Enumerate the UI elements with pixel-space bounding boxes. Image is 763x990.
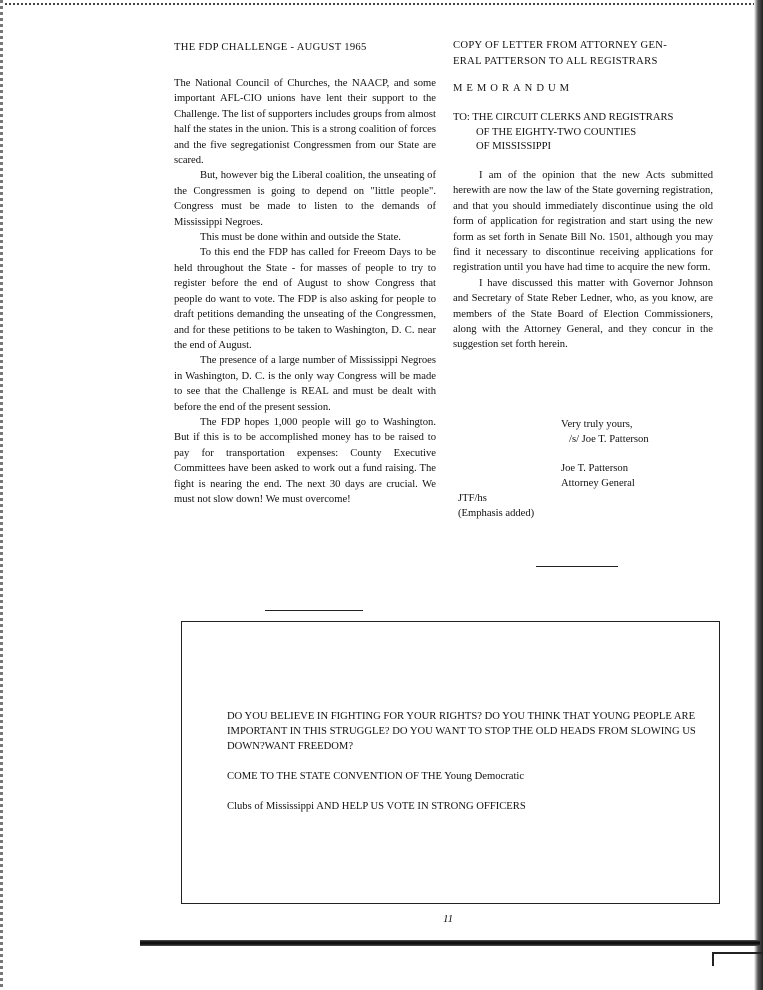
- emphasis-note: (Emphasis added): [458, 507, 535, 519]
- letter-heading-line: ERAL PATTERSON TO ALL REGISTRARS: [453, 55, 658, 67]
- left-scan-edge: [0, 0, 3, 990]
- notice-clubs: Clubs of Mississippi AND HELP US VOTE IN STRONG OFFICERS: [227, 801, 526, 812]
- letter-closing: [561, 418, 649, 448]
- memo-title: MEMORANDUM: [453, 83, 574, 94]
- column-end-rule: [265, 610, 363, 611]
- closing-text: Very truly yours,: [561, 419, 633, 430]
- top-scan-border: [0, 3, 763, 5]
- bottom-scan-corner: [712, 952, 763, 966]
- letter-end-rule: [536, 566, 618, 567]
- signer-title: Attorney General: [561, 477, 635, 489]
- article-paragraph: The National Council of Churches, the NAACP, and some important AFL-CIO unions have lent their support to the Challenge. The list of supporters includes groups from almost half the states in the union. This is a strong coalition of forces and the five segregationist Congressmen from our State are scared.: [174, 78, 436, 167]
- letter-body: [453, 168, 713, 353]
- signer-block: [561, 462, 635, 492]
- page-number: 11: [443, 913, 454, 925]
- letter-paragraph: I have discussed this matter with Governor Johnson and Secretary of State Reber Ledner, who, as you know, are members of the State Board of Election Commissioners, along with the Attorney General, and they concur in the suggestion set forth herein.: [453, 277, 713, 351]
- newsletter-header: THE FDP CHALLENGE - AUGUST 1965: [174, 42, 367, 53]
- article-paragraph: The presence of a large number of Mississippi Negroes in Washington, D. C. is the only way Congress will be made to see that the Challenge is REAL and must be dealt with before the end of the present session.: [174, 355, 436, 413]
- article-paragraph: To this end the FDP has called for Freeom Days to be held throughout the State - for masses of people to try to register before the end of August to show Congress that people do want to vote. The FDP is also asking for people to draft petitions demanding the unseating of the Congressmen, and for these petitions to be taken to Washington, D. C. near the end of August.: [174, 247, 436, 351]
- signer-name: Joe T. Patterson: [561, 463, 628, 474]
- reference-block: [458, 492, 534, 522]
- article-paragraph: This must be done within and outside the State.: [200, 232, 401, 244]
- article-paragraph: The FDP hopes 1,000 people will go to Washington. But if this is to be accomplished money has to be raised to pay for transportation expenses: County Executive Committees have been asked to work out a fund raising. The fight is nearing the end. The next 30 days are crucial. We must not slow down! We must overcome!: [174, 416, 436, 505]
- letter-paragraph: I am of the opinion that the new Acts submitted herewith are now the law of the State governing registration, and that you should immediately discontinue using the old form of application for registration and start using the new form as set forth in Senate Bill No. 1501, although you may find it necessary to discontinue receiving applications for registration until you have had time to acquire the new form.: [453, 170, 713, 274]
- notice-convention: COME TO THE STATE CONVENTION OF THE Young Democratic: [227, 771, 525, 782]
- memo-addressee: [453, 111, 715, 155]
- right-scan-edge: [754, 0, 763, 990]
- letter-heading-line: COPY OF LETTER FROM ATTORNEY GEN-: [453, 40, 668, 51]
- notice-box: [181, 621, 720, 904]
- reference-initials: JTF/hs: [458, 493, 487, 504]
- notice-question: DO YOU BELIEVE IN FIGHTING FOR YOUR RIGHTS? DO YOU THINK THAT YOUNG PEOPLE ARE IMPORTANT IN THIS STRUGGLE? DO YOU WANT TO STOP THE OLD HEADS FROM SLOWING US DOWN?WANT FREEDOM?: [227, 711, 696, 753]
- addressee-line: OF MISSISSIPPI: [476, 141, 552, 153]
- addressee-line: OF THE EIGHTY-TWO COUNTIES: [476, 126, 637, 138]
- signature-text: /s/ Joe T. Patterson: [569, 433, 649, 445]
- article-column: [174, 76, 436, 507]
- letter-heading: [453, 38, 715, 69]
- article-paragraph: But, however big the Liberal coalition, the unseating of the Congressmen is going to depend on "little people". Congress must be made to listen to the demands of Mississippi Negroes.: [174, 170, 436, 228]
- bottom-scan-bar: [140, 940, 760, 946]
- addressee-line: TO: THE CIRCUIT CLERKS AND REGISTRARS: [453, 112, 674, 123]
